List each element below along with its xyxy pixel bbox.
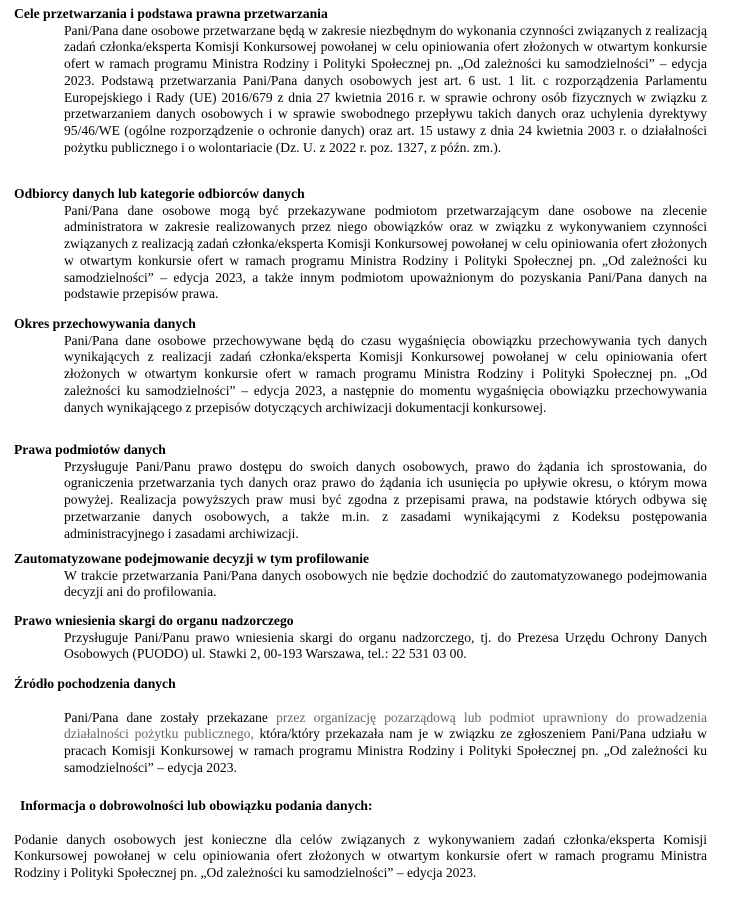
- section-data-source: [0, 676, 742, 777]
- body-text: która/który przekazała nam je w związku ze zgłoszeniem Pani/Pana udziału w pracach Komisji Konkursowej w ramach programu Ministra Rodziny i Polityki Społecznej pn. „Od zależności ku samodzielności” – edycja 2023.: [64, 726, 707, 775]
- section-heading: Zautomatyzowane podejmowanie decyzji w tym profilowanie: [14, 551, 370, 566]
- section-heading: Okres przechowywania danych: [14, 316, 196, 331]
- section-heading: Informacja o dobrowolności lub obowiązku podania danych:: [20, 798, 373, 813]
- section-heading: Cele przetwarzania i podstawa prawna przetwarzania: [14, 6, 328, 21]
- section-purposes: [0, 6, 742, 156]
- section-body: Przysługuje Pani/Panu prawo wniesienia skargi do organu nadzorczego, tj. do Prezesa Urzędu Ochrony Danych Osobowych (PUODO) ul. Stawki 2, 00-193 Warszawa, tel.: 22 531 03 00.: [64, 629, 707, 662]
- section-body: [0, 710, 742, 777]
- body-text-gray: przez organizację pozarządową lub podmiot uprawniony do prowadzenia działalności pożytku publicznego,: [64, 709, 707, 742]
- section-recipients: [0, 186, 742, 303]
- section-obligation: [0, 798, 742, 882]
- section-body: Przysługuje Pani/Panu prawo dostępu do swoich danych osobowych, prawo do żądania ich sprostowania, do ograniczenia przetwarzania tych danych oraz prawo do żądania ich usunięcia po upływie okresu, o którym mowa powyżej. Realizacja powyższych praw musi być zgodna z przepisami prawa, na podstawie których odbywa się przetwarzanie danych osobowych, a także m.in. z zasadami wynikającymi z Kodeksu postępowania administracyjnego i zasadami archiwizacji.: [64, 458, 707, 541]
- section-heading: Prawo wniesienia skargi do organu nadzorczego: [14, 613, 294, 628]
- section-body: W trakcie przetwarzania Pani/Pana danych osobowych nie będzie dochodzić do zautomatyzowanego podejmowania decyzji ani do profilowania.: [64, 567, 707, 600]
- section-complaint: [0, 613, 742, 663]
- section-heading: Prawa podmiotów danych: [14, 442, 166, 457]
- section-body: Podanie danych osobowych jest konieczne dla celów związanych z wykonywaniem zadań członka/eksperta Komisji Konkursowej powołanej w celu opiniowania ofert złożonych w otwartym konkursie ofert w ramach programu Ministra Rodziny i Polityki Społecznej pn. „Od zależności ku samodzielności” – edycja 2023.: [14, 831, 707, 881]
- section-heading: Odbiorcy danych lub kategorie odbiorców danych: [14, 186, 305, 201]
- section-heading: Źródło pochodzenia danych: [14, 676, 176, 691]
- section-automated-decisions: [0, 551, 742, 601]
- section-body: Pani/Pana dane osobowe przechowywane będą do czasu wygaśnięcia obowiązku przechowywania tych danych wynikających z realizacji zadań członka/eksperta Komisji Konkursowej powołanej w celu opiniowania ofert złożonych w otwartym konkursie ofert w ramach programu Ministra Rodziny i Polityki Społecznej pn. „Od zależności ku samodzielności” – edycja 2023, a następnie do momentu wygaśnięcia obowiązku przechowywania danych wynikającego z przepisów dotyczących archiwizacji dokumentacji konkursowej.: [64, 332, 707, 415]
- body-text: Pani/Pana dane zostały przekazane: [64, 709, 277, 725]
- section-body: Pani/Pana dane osobowe mogą być przekazywane podmiotom przetwarzającym dane osobowe na zlecenie administratora w zakresie realizowanych przez niego obowiązków oraz w związku z wykonywaniem czynności związanych z realizacją zadań członka/eksperta Komisji Konkursowej powołanej w celu opiniowania ofert złożonych w otwartym konkursie ofert w ramach programu Ministra Rodziny i Polityki Społecznej pn. „Od zależności ku samodzielności” – edycja 2023, a także innym podmiotom upoważnionym do pozyskania Pani/Pana danych na podstawie przepisów prawa.: [64, 202, 707, 302]
- section-rights: [0, 442, 742, 542]
- section-body: Pani/Pana dane osobowe przetwarzane będą w zakresie niezbędnym do wykonania czynności związanych z realizacją zadań członka/eksperta Komisji Konkursowej powołanej w celu opiniowania ofert złożonych w otwartym konkursie ofert w ramach programu Ministra Rodziny i Polityki Społecznej pn. „Od zależności ku samodzielności” – edycja 2023. Podstawą przetwarzania Pani/Pana danych osobowych jest art. 6 ust. 1 lit. c rozporządzenia Parlamentu Europejskiego i Rady (UE) 2016/679 z dnia 27 kwietnia 2016 r. w sprawie ochrony osób fizycznych w związku z przetwarzaniem danych osobowych i w sprawie swobodnego przepływu takich danych oraz uchylenia dyrektywy 95/46/WE (ogólne rozporządzenie o ochronie danych) oraz art. 15 ustawy z dnia 24 kwietnia 2003 r. o działalności pożytku publicznego i o wolontariacie (Dz. U. z 2022 r. poz. 1327, z późn. zm.).: [64, 22, 707, 155]
- section-retention: [0, 316, 742, 416]
